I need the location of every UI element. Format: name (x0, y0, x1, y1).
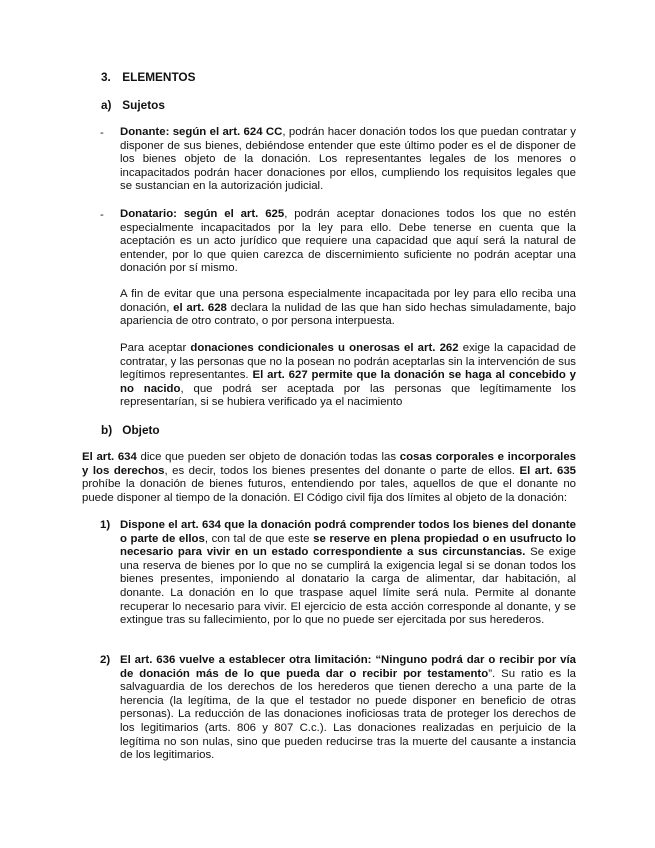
list-item-limite-1 (120, 519, 576, 628)
paragraph-text: prohíbe la donación de bienes futuros, entendiendo por tales, aquellos de que el donante no puede disponer al tiempo de la donación. El Código civil fija dos límites al objeto de la donación: (82, 478, 576, 504)
bold-term: Donante: según el art. 624 CC (120, 126, 283, 138)
subsection-letter: b) (101, 423, 113, 437)
bold-term: se reserve en plena propiedad o en usufructo lo necesario para vivir en un estado correspondiente a sus circunstancias. (120, 532, 576, 559)
subsection-heading-sujetos (101, 99, 165, 113)
paragraph-text: dice que pueden ser objeto de donación todas las (136, 451, 400, 463)
paragraph-condicionales (120, 342, 576, 410)
list-item-limite-2 (120, 654, 576, 763)
paragraph-donante (120, 126, 576, 194)
bold-term: El art. 627 permite que la donación se haga al concebido y no nacido (120, 369, 577, 395)
paragraph-text: A fin de evitar que una persona especialmente incapacitada por ley para ello reciba una donación, (120, 288, 576, 314)
subsection-letter: a) (101, 98, 112, 112)
paragraph-text: , podrán aceptar donaciones todos los que no estén especialmente incapacitados por la ley para ello. Debe tenerse en cuenta que la aceptación es un acto jurídico que requiere una capacidad que aquí será la natural de entender, por lo que quien carezca de discernimiento suficiente no podrán aceptar una donación por sí mismo. (120, 208, 576, 275)
paragraph-text: , que podrá ser aceptada por las personas que legítimamente los representarían, si se hubiera verificado ya el nacimiento (120, 382, 576, 409)
paragraph-text: , es decir, todos los bienes presentes del donante o parte de ellos. (164, 464, 520, 477)
paragraph-text: , podrán hacer donación todos los que puedan contratar y disponer de sus bienes, debiéndose entender que este último poder es el de disponer de los bienes objeto de la donación. Los representantes legales de los menores o incapacitados podrán hacer donaciones por ellos, cumpliendo los requisitos legales que se sustancian en la autorización judicial. (120, 126, 576, 193)
section-number: 3. (101, 70, 111, 84)
list-dash: - (100, 127, 104, 139)
bold-term: Dispone el art. 634 que la donación podrá comprender todos los bienes del donante o parte de ellos (120, 519, 576, 545)
bold-term: Donatario: según el art. 625 (120, 208, 285, 220)
list-number: 1) (100, 519, 111, 531)
section-title: ELEMENTOS (122, 70, 196, 84)
paragraph-objeto (82, 451, 576, 505)
paragraph-text: declara la nulidad de las que han sido hechas simuladamente, bajo apariencia de otro contrato, o por persona interpuesta. (120, 301, 576, 328)
paragraph-text: ”. Su ratio es la salvaguardia de los derechos de los herederos que tienen derecho a una parte de la herencia (la legítima, de la que el testador no puede disponer en beneficio de otras personas). La reducción de las donaciones inoficiosas trata de proteger los derechos de los legitimarios (arts. 806 y 807 C.c.). Las donaciones realizadas en perjuicio de la legítima no son nulas, sino que pueden reducirse tras la muerte del causante a instancia de los legitimarios. (120, 667, 576, 762)
bold-term: cosas corporales e incorporales y los derechos (82, 451, 577, 477)
subsection-title: Objeto (122, 423, 160, 437)
bold-term: El art. 636 vuelve a establecer otra limitación: “Ninguno podrá dar o recibir por vía de donación más de lo que pueda dar o recibir por testamento (120, 654, 576, 680)
paragraph-art-628 (120, 288, 576, 329)
paragraph-text: Para aceptar (120, 342, 191, 354)
subsection-title: Sujetos (122, 98, 165, 112)
bold-term: El art. 635 (519, 464, 576, 477)
list-number: 2) (100, 654, 111, 666)
paragraph-text: , con tal de que este (204, 532, 314, 545)
subsection-heading-objeto (101, 424, 160, 438)
paragraph-text: Se exige una reserva de bienes por lo que no se cumplirá la exigencia legal si se donan todos los bienes presentes, imponiendo al donatario la carga de alimentar, dar habitación, al donante. La donación en lo que traspase aquel límite será nula. Permite al donante recuperar lo necesario para vivir. El ejercicio de esta acción corresponde al donante, y se extingue tras su fallecimiento, por lo que no puede ser ejercitada por sus herederos. (120, 546, 576, 627)
section-heading (101, 71, 195, 85)
bold-term: el art. 628 (173, 301, 227, 314)
bold-term: El art. 634 (82, 451, 137, 463)
paragraph-donatario (120, 208, 576, 276)
list-dash: - (100, 209, 104, 221)
bold-term: donaciones condicionales u onerosas el art. 262 (190, 342, 459, 354)
paragraph-text: exige la capacidad de contratar, y las personas que no la posean no podrán aceptarlas sin la intervención de sus legítimos representantes. (120, 342, 577, 382)
